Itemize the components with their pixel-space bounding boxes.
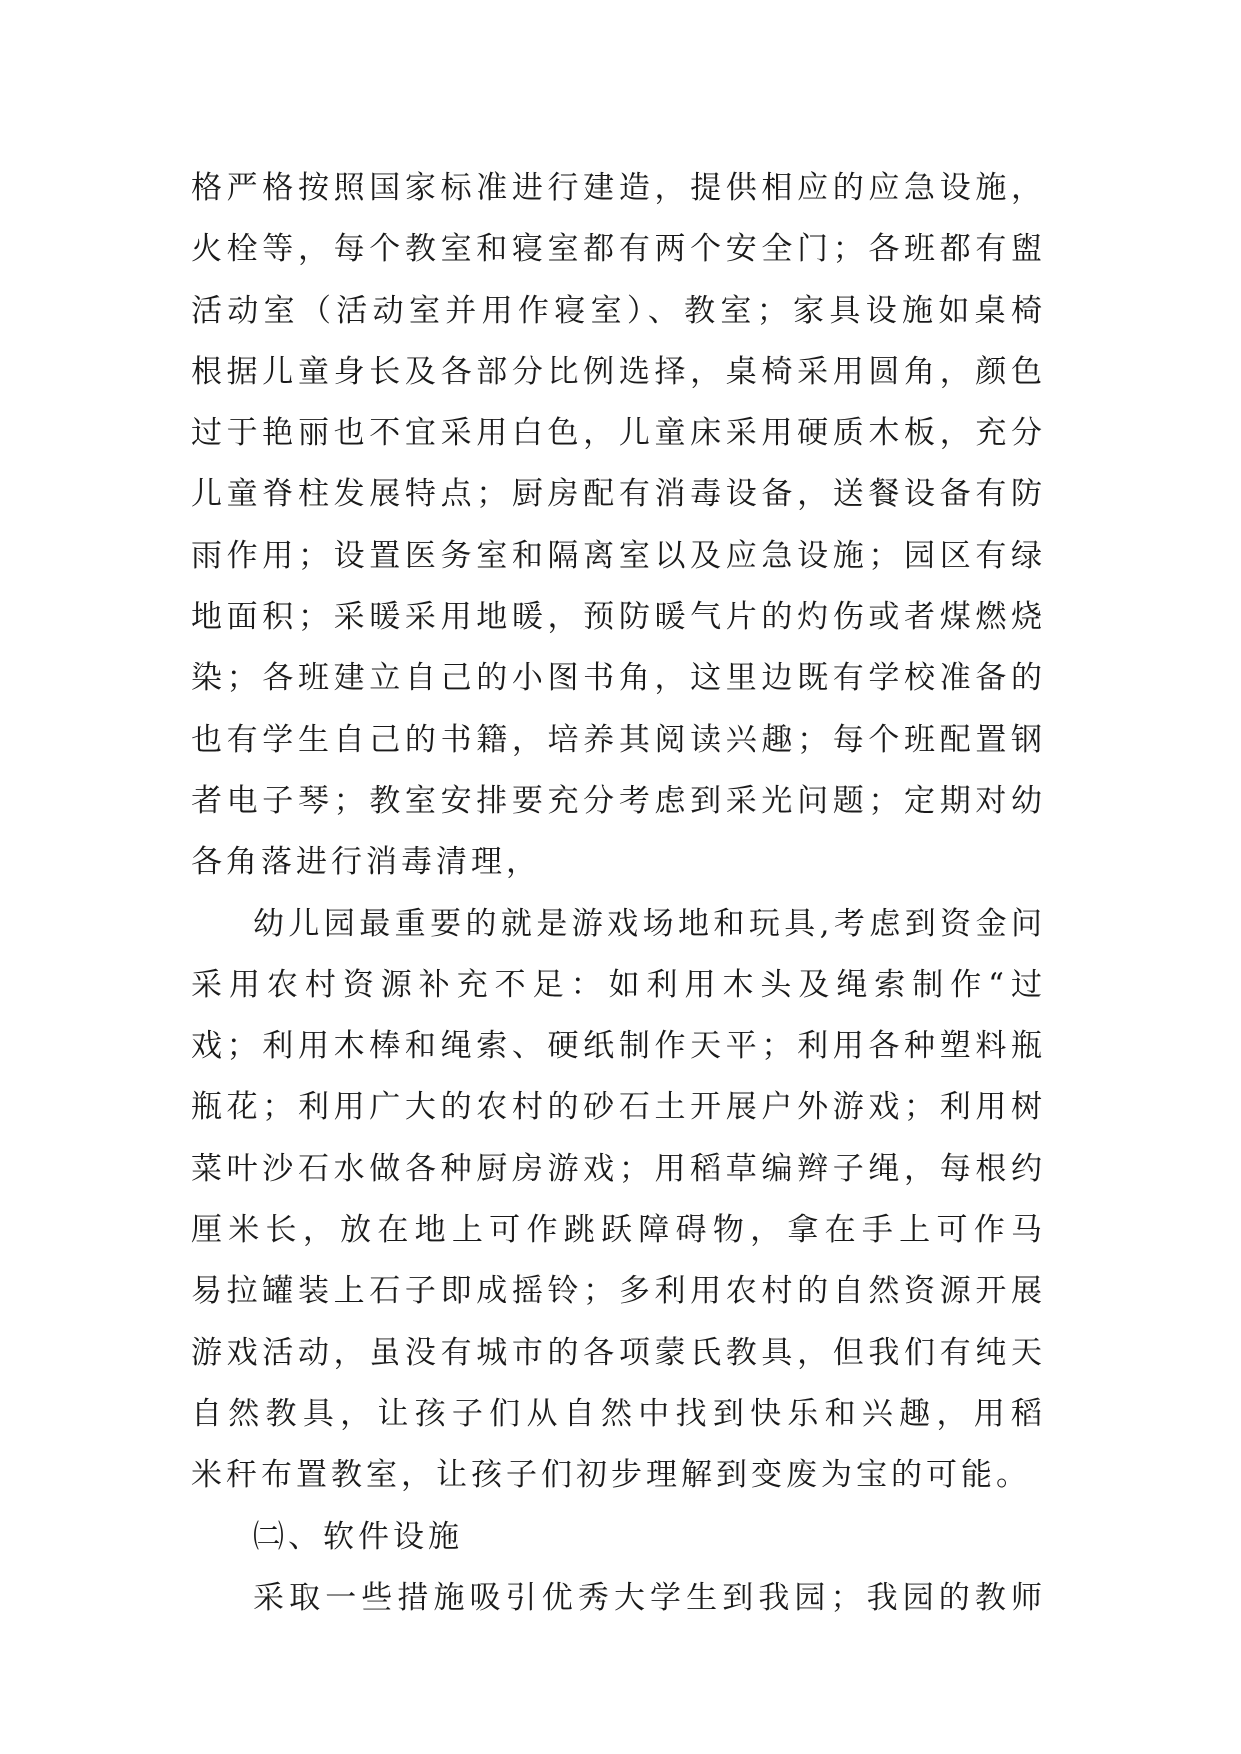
paragraph-facilities	[191, 158, 1046, 894]
text-line: 幼儿园最重要的就是游戏场地和玩具,考虑到资金问	[253, 905, 1046, 942]
text-line: 游戏活动，虽没有城市的各项蒙氏教具，但我们有纯天	[191, 1334, 1046, 1371]
section-heading: ㈡、软件设施	[253, 1518, 463, 1555]
text-line: 厘米长，放在地上可作跳跃障碍物，拿在手上可作马	[191, 1212, 1046, 1249]
text-line: 染；各班建立自己的小图书角，这里边既有学校准备的	[191, 660, 1046, 697]
text-line: 过于艳丽也不宜采用白色，儿童床采用硬质木板，充分	[191, 415, 1046, 452]
paragraph-play-resources	[191, 894, 1046, 1507]
text-line: 火栓等，每个教室和寝室都有两个安全门；各班都有盥	[191, 231, 1046, 268]
body-text	[191, 158, 1046, 1629]
text-line: 雨作用；设置医务室和隔离室以及应急设施；园区有绿	[191, 537, 1046, 574]
text-line: 采用农村资源补充不足：如利用木头及绳索制作“过	[191, 966, 1046, 1003]
text-line: 瓶花；利用广大的农村的砂石土开展户外游戏；利用树	[191, 1089, 1046, 1126]
text-line: 活动室（活动室并用作寝室）、教室；家具设施如桌椅	[191, 292, 1046, 329]
text-line: 采取一些措施吸引优秀大学生到我园；我园的教师	[253, 1579, 1046, 1616]
text-line: 菜叶沙石水做各种厨房游戏；用稻草编辫子绳，每根约	[191, 1150, 1046, 1187]
text-line: 米秆布置教室，让孩子们初步理解到变废为宝的可能。	[191, 1457, 1031, 1494]
text-line: 格严格按照国家标准进行建造，提供相应的应急设施，	[191, 170, 1046, 206]
text-line: 者电子琴；教室安排要充分考虑到采光问题；定期对幼	[191, 782, 1046, 819]
text-line: 自然教具，让孩子们从自然中找到快乐和兴趣，用稻	[191, 1395, 1046, 1432]
text-line: 根据儿童身长及各部分比例选择，桌椅采用圆角，颜色	[191, 353, 1046, 390]
text-line: 各角落进行消毒清理，	[191, 844, 541, 881]
text-line: 儿童脊柱发展特点；厨房配有消毒设备，送餐设备有防	[191, 476, 1046, 513]
paragraph-software	[191, 1568, 1046, 1629]
text-line: 戏；利用木棒和绳索、硬纸制作天平；利用各种塑料瓶	[191, 1028, 1046, 1065]
text-line: 易拉罐装上石子即成摇铃；多利用农村的自然资源开展	[191, 1273, 1046, 1310]
text-line: 地面积；采暖采用地暖，预防暖气片的灼伤或者煤燃烧	[191, 599, 1046, 636]
text-line: 也有学生自己的书籍，培养其阅读兴趣；每个班配置钢	[191, 721, 1046, 758]
